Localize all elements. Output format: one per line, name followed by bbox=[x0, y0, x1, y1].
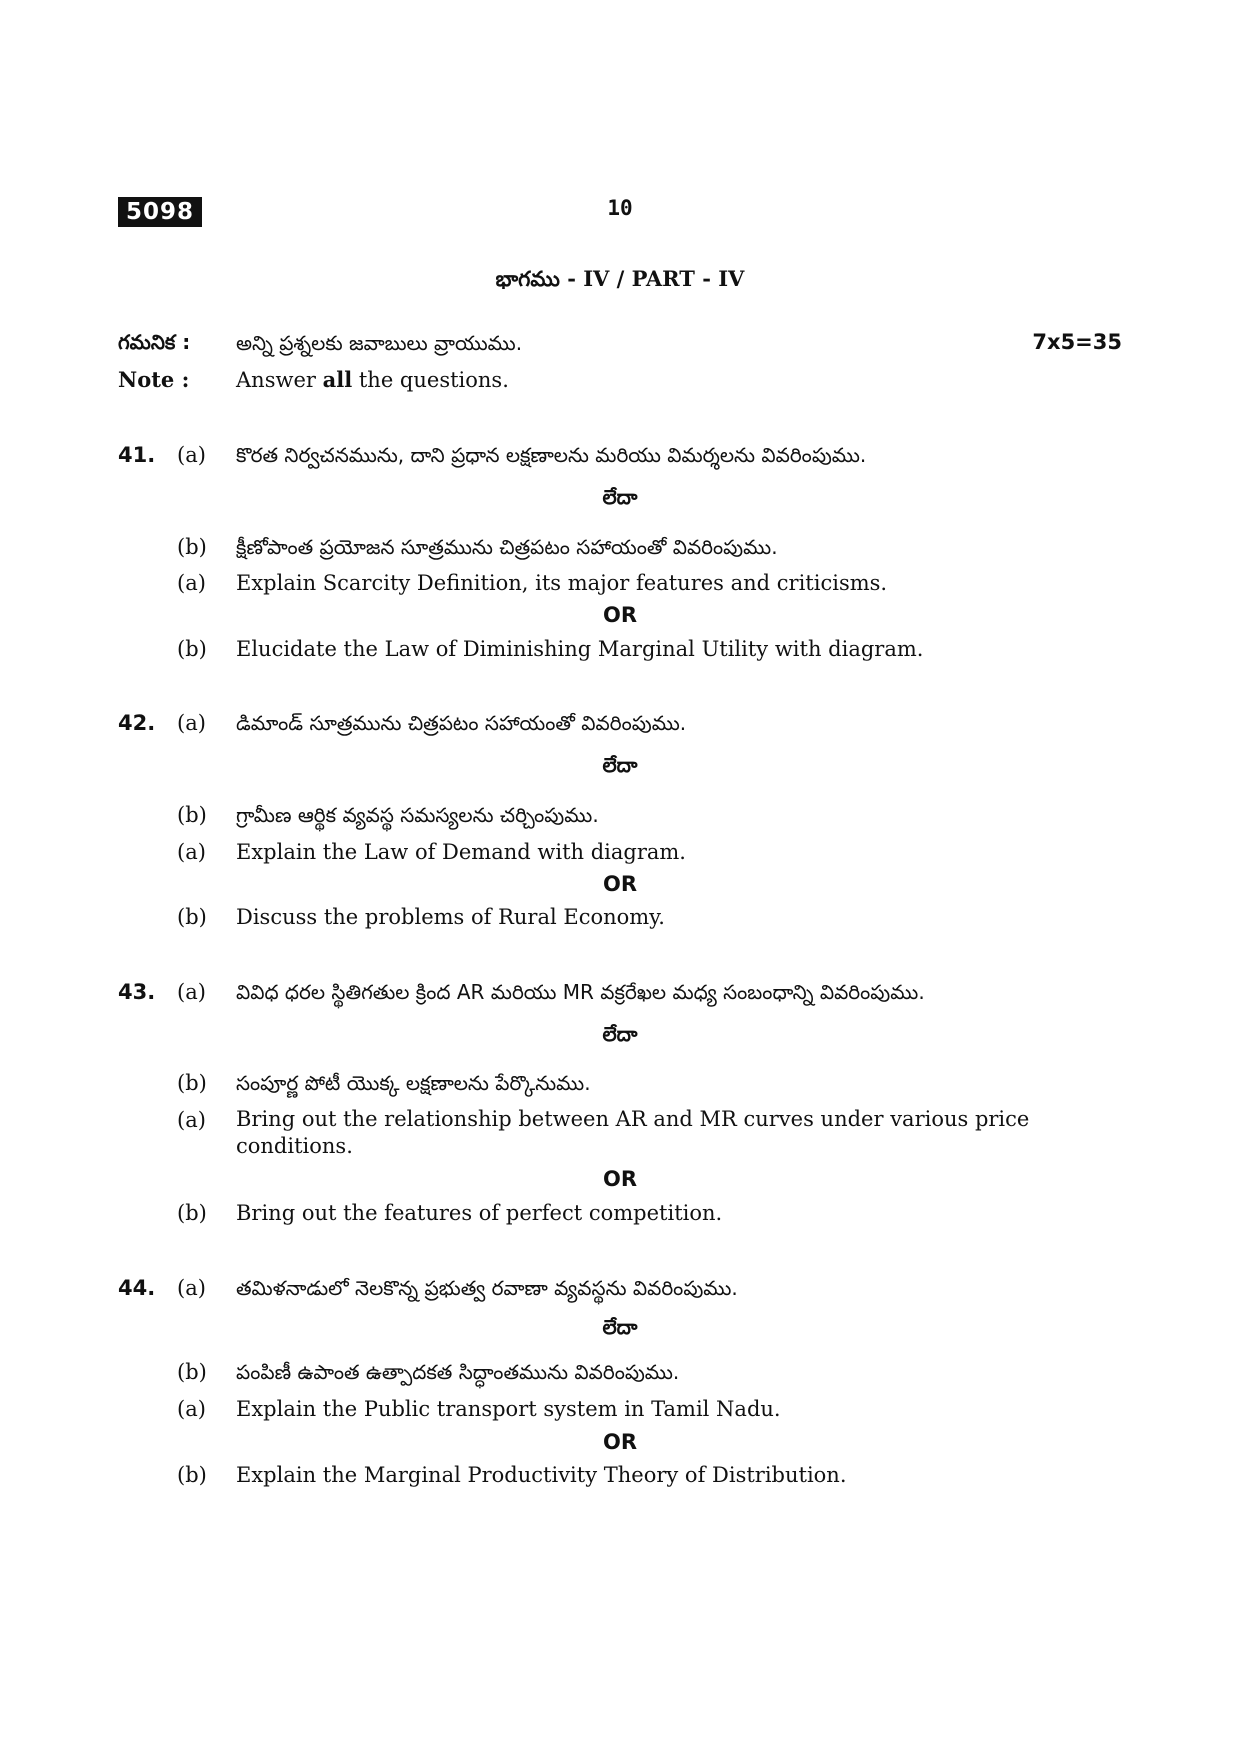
option-label-a: (a) bbox=[177, 1108, 206, 1132]
question-english-a: Explain the Law of Demand with diagram. bbox=[236, 840, 686, 864]
question-english-b: Elucidate the Law of Diminishing Marginal Utility with diagram. bbox=[236, 637, 924, 661]
option-label-a: (a) bbox=[177, 711, 206, 735]
option-label-b: (b) bbox=[177, 637, 207, 661]
note-english-text bbox=[236, 367, 509, 392]
or-english: OR bbox=[602, 1430, 638, 1454]
paper-code-badge: 5098 bbox=[118, 197, 202, 227]
part-title: భాగము - IV / PART - IV bbox=[495, 266, 745, 291]
option-label-a: (a) bbox=[177, 980, 206, 1004]
or-telugu: లేదా bbox=[602, 1022, 638, 1046]
option-label-b: (b) bbox=[177, 803, 207, 827]
question-telugu-a: కొరత నిర్వచనమును, దాని ప్రధాన లక్షణాలను మరియు విమర్శలను వివరింపుము. bbox=[236, 443, 867, 467]
note-telugu-label: గమనిక : bbox=[118, 330, 191, 354]
question-english-a: Explain the Public transport system in Tamil Nadu. bbox=[236, 1397, 781, 1421]
option-label-a: (a) bbox=[177, 571, 206, 595]
option-label-a: (a) bbox=[177, 443, 206, 467]
question-telugu-a: తమిళనాడులో నెలకొన్న ప్రభుత్వ రవాణా వ్యవస్థను వివరింపుము. bbox=[236, 1276, 738, 1300]
or-telugu: లేదా bbox=[602, 753, 638, 777]
question-telugu-b: సంపూర్ణ పోటీ యొక్క లక్షణాలను పేర్కొనుము. bbox=[236, 1071, 591, 1095]
question-telugu-b: పంపిణీ ఉపాంత ఉత్పాదకత సిద్ధాంతమును వివరింపుము. bbox=[236, 1360, 680, 1384]
option-label-a: (a) bbox=[177, 1276, 206, 1300]
question-english-a: Explain Scarcity Definition, its major features and criticisms. bbox=[236, 571, 888, 595]
option-label-a: (a) bbox=[177, 840, 206, 864]
or-english: OR bbox=[602, 603, 638, 627]
question-telugu-a: డిమాండ్ సూత్రమును చిత్రపటం సహాయంతో వివరింపుము. bbox=[236, 711, 687, 735]
option-label-b: (b) bbox=[177, 1360, 207, 1384]
question-telugu-a: వివిధ ధరల స్థితిగతుల క్రింద AR మరియు MR వక్రరేఖల మధ్య సంబంధాన్ని వివరింపుము. bbox=[236, 980, 925, 1004]
question-english-b: Discuss the problems of Rural Economy. bbox=[236, 905, 665, 929]
option-label-b: (b) bbox=[177, 1071, 207, 1095]
option-label-b: (b) bbox=[177, 905, 207, 929]
question-number: 43. bbox=[118, 980, 156, 1004]
or-english: OR bbox=[602, 872, 638, 896]
question-english-b: Explain the Marginal Productivity Theory of Distribution. bbox=[236, 1463, 847, 1487]
option-label-b: (b) bbox=[177, 535, 207, 559]
or-english: OR bbox=[602, 1167, 638, 1191]
question-english-a: Bring out the relationship between AR and MR curves under various price conditions. bbox=[236, 1107, 1030, 1158]
or-telugu: లేదా bbox=[602, 1315, 638, 1339]
option-label-a: (a) bbox=[177, 1397, 206, 1421]
note-english-pre: Answer bbox=[236, 368, 316, 392]
marks-allocation: 7x5=35 bbox=[1032, 330, 1122, 354]
page-number: 10 bbox=[607, 196, 633, 220]
note-english-post: the questions. bbox=[358, 368, 509, 392]
or-telugu: లేదా bbox=[602, 485, 638, 509]
question-number: 41. bbox=[118, 443, 156, 467]
question-english-b: Bring out the features of perfect competition. bbox=[236, 1201, 723, 1225]
option-label-b: (b) bbox=[177, 1463, 207, 1487]
question-telugu-b: గ్రామీణ ఆర్థిక వ్యవస్థ సమస్యలను చర్చింపుము. bbox=[236, 803, 599, 827]
question-number: 42. bbox=[118, 711, 156, 735]
note-english-label: Note : bbox=[118, 367, 190, 392]
question-telugu-b: క్షీణోపాంత ప్రయోజన సూత్రమును చిత్రపటం సహాయంతో వివరింపుము. bbox=[236, 535, 778, 559]
note-telugu-text: అన్ని ప్రశ్నలకు జవాబులు వ్రాయుము. bbox=[236, 331, 523, 355]
note-english-bold: all bbox=[322, 367, 353, 392]
option-label-b: (b) bbox=[177, 1201, 207, 1225]
question-number: 44. bbox=[118, 1276, 156, 1300]
